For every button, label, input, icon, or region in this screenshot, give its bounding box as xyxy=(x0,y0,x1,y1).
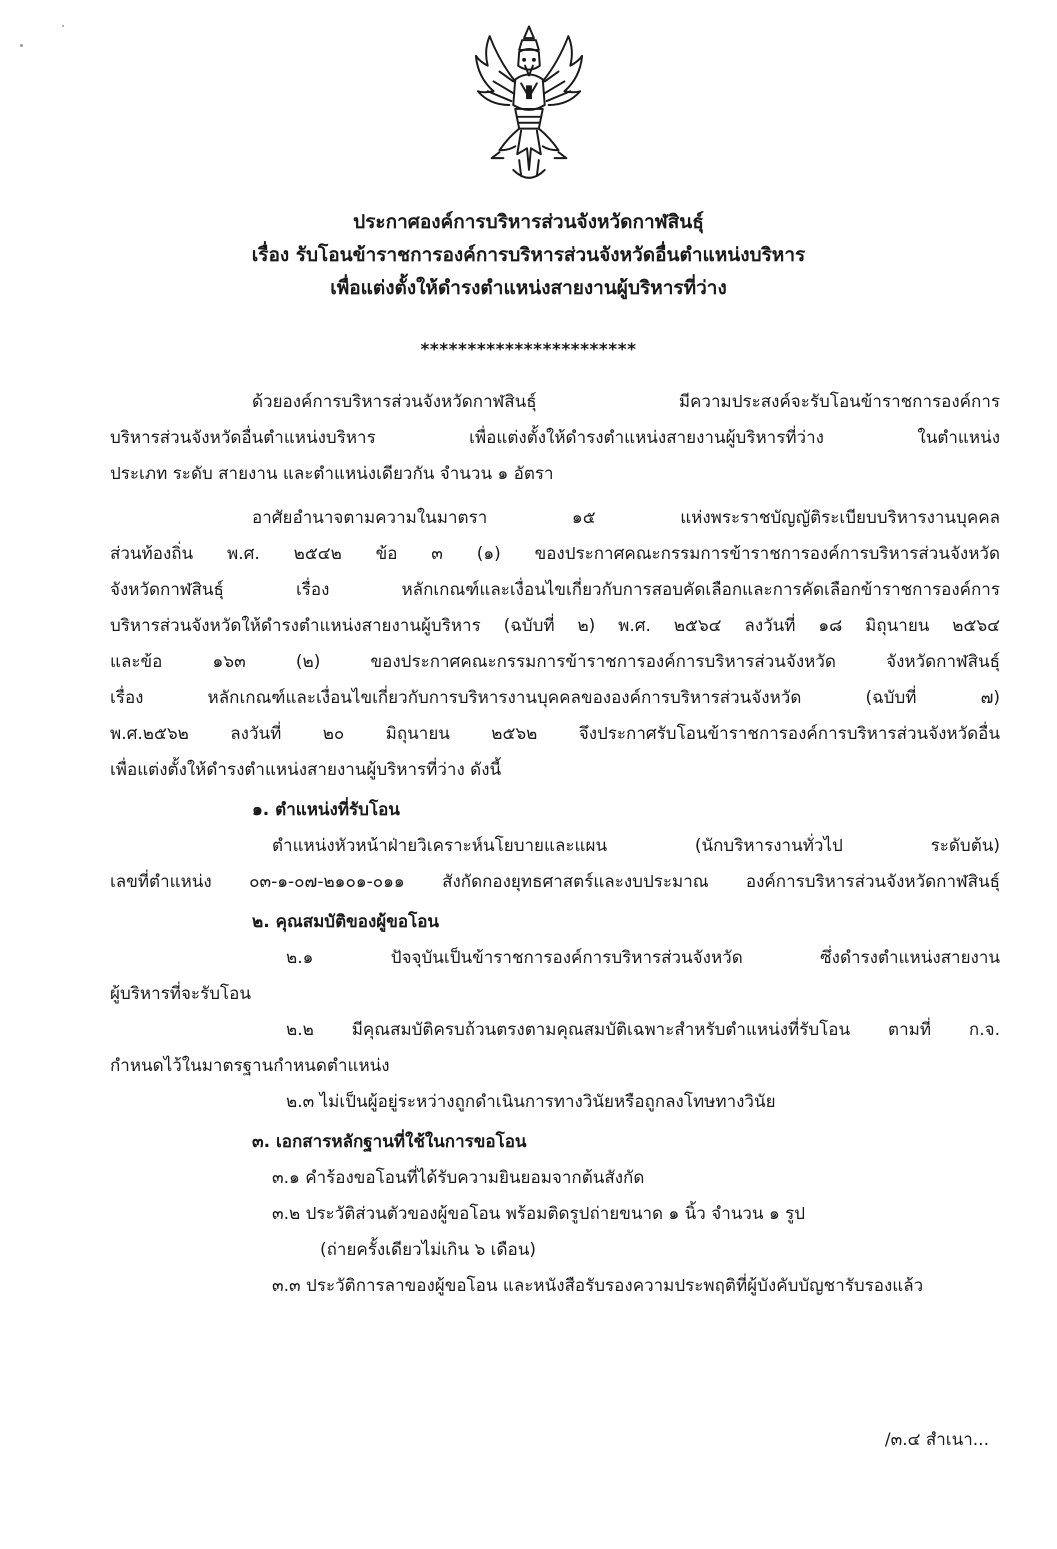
position-line: เลขที่ตำแหน่ง ๐๓-๑-๐๗-๒๑๐๑-๐๑๑ สังกัดกองยุทธศาสตร์และงบประมาณ องค์การบริหารส่วนจังหวัดกาฬสินธุ์ xyxy=(110,872,1000,892)
garuda-emblem-icon xyxy=(470,22,588,190)
intro-line: ด้วยองค์การบริหารส่วนจังหวัดกาฬสินธุ์ มีความประสงค์จะรับโอนข้าราชการองค์การ xyxy=(252,392,1000,412)
scan-speck xyxy=(62,25,64,27)
section-heading: ๓. เอกสารหลักฐานที่ใช้ในการขอโอน xyxy=(252,1132,527,1152)
qualification-item: ๒.๓ ไม่เป็นผู้อยู่ระหว่างถูกดำเนินการทางวินัยหรือถูกลงโทษทางวินัย xyxy=(286,1092,776,1112)
authority-line: เรื่อง หลักเกณฑ์และเงื่อนไขเกี่ยวกับการบริหารงานบุคคลขององค์การบริหารส่วนจังหวัด (ฉบับที่ ๗) xyxy=(110,688,1000,708)
section-heading: ๒. คุณสมบัติของผู้ขอโอน xyxy=(252,912,440,932)
intro-paragraph xyxy=(110,384,1000,492)
document-item: ๓.๑ คำร้องขอโอนที่ได้รับความยินยอมจากต้นสังกัด xyxy=(272,1168,645,1188)
authority-line: และข้อ ๑๖๓ (๒) ของประกาศคณะกรรมการข้าราชการองค์การบริหารส่วนจังหวัด จังหวัดกาฬสินธุ์ xyxy=(110,652,1000,672)
authority-line: บริหารส่วนจังหวัดให้ดำรงตำแหน่งสายงานผู้บริหาร (ฉบับที่ ๒) พ.ศ. ๒๕๖๔ ลงวันที่ ๑๘ มิถุนายน ๒๕๖๔ xyxy=(110,616,1000,636)
title-line-purpose: เพื่อแต่งตั้งให้ดำรงตำแหน่งสายงานผู้บริหารที่ว่าง xyxy=(330,277,727,299)
section-documents xyxy=(110,1124,1000,1304)
qualification-continuation: ผู้บริหารที่จะรับโอน xyxy=(110,984,251,1004)
authority-line: อาศัยอำนาจตามความในมาตรา ๑๕ แห่งพระราชบัญญัติระเบียบบริหารงานบุคคล xyxy=(252,508,1000,528)
title-separator: *********************** xyxy=(420,340,637,360)
intro-line: บริหารส่วนจังหวัดอื่นตำแหน่งบริหาร เพื่อแต่งตั้งให้ดำรงตำแหน่งสายงานผู้บริหารที่ว่าง ในตำแหน่ง xyxy=(110,428,1000,448)
qualification-item: ๒.๑ ปัจจุบันเป็นข้าราชการองค์การบริหารส่วนจังหวัด ซึ่งดำรงตำแหน่งสายงาน xyxy=(286,948,1000,968)
authority-line: พ.ศ.๒๕๖๒ ลงวันที่ ๒๐ มิถุนายน ๒๕๖๒ จึงประกาศรับโอนข้าราชการองค์การบริหารส่วนจังหวัดอื่น xyxy=(110,724,1000,744)
position-line: ตำแหน่งหัวหน้าฝ่ายวิเคราะห์นโยบายและแผน (นักบริหารงานทั่วไป ระดับต้น) xyxy=(272,836,1000,856)
authority-paragraph xyxy=(110,500,1000,788)
document-item: ๓.๒ ประวัติส่วนตัวของผู้ขอโอน พร้อมติดรูปถ่ายขนาด ๑ นิ้ว จำนวน ๑ รูป xyxy=(272,1204,806,1224)
continuation-note: /๓.๔ สำเนา... xyxy=(884,1430,989,1450)
announcement-body xyxy=(110,384,1000,1304)
authority-line: จังหวัดกาฬสินธุ์ เรื่อง หลักเกณฑ์และเงื่อนไขเกี่ยวกับการสอบคัดเลือกและการคัดเลือกข้าราชการองค์การ xyxy=(110,580,1000,600)
intro-line: ประเภท ระดับ สายงาน และตำแหน่งเดียวกัน จำนวน ๑ อัตรา xyxy=(110,464,554,484)
scan-speck xyxy=(20,44,23,47)
announcement-title xyxy=(0,206,1057,305)
title-line-subject: เรื่อง รับโอนข้าราชการองค์การบริหารส่วนจังหวัดอื่นตำแหน่งบริหาร xyxy=(251,244,806,266)
document-item: ๓.๓ ประวัติการลาของผู้ขอโอน และหนังสือรับรองความประพฤติที่ผู้บังคับบัญชารับรองแล้ว xyxy=(272,1276,924,1296)
authority-line: ส่วนท้องถิ่น พ.ศ. ๒๕๔๒ ข้อ ๓ (๑) ของประกาศคณะกรรมการข้าราชการองค์การบริหารส่วนจังหวัด xyxy=(110,544,1000,564)
qualification-continuation: กำหนดไว้ในมาตรฐานกำหนดตำแหน่ง xyxy=(110,1056,390,1076)
section-heading: ๑. ตำแหน่งที่รับโอน xyxy=(252,800,400,820)
title-line-org: ประกาศองค์การบริหารส่วนจังหวัดกาฬสินธุ์ xyxy=(353,211,704,233)
section-position xyxy=(110,792,1000,900)
authority-line: เพื่อแต่งตั้งให้ดำรงตำแหน่งสายงานผู้บริหารที่ว่าง ดังนี้ xyxy=(110,760,502,780)
section-qualifications xyxy=(110,904,1000,1120)
document-item-note: (ถ่ายครั้งเดียวไม่เกิน ๖ เดือน) xyxy=(320,1240,536,1260)
qualification-item: ๒.๒ มีคุณสมบัติครบถ้วนตรงตามคุณสมบัติเฉพาะสำหรับตำแหน่งที่รับโอน ตามที่ ก.จ. xyxy=(286,1020,1000,1040)
